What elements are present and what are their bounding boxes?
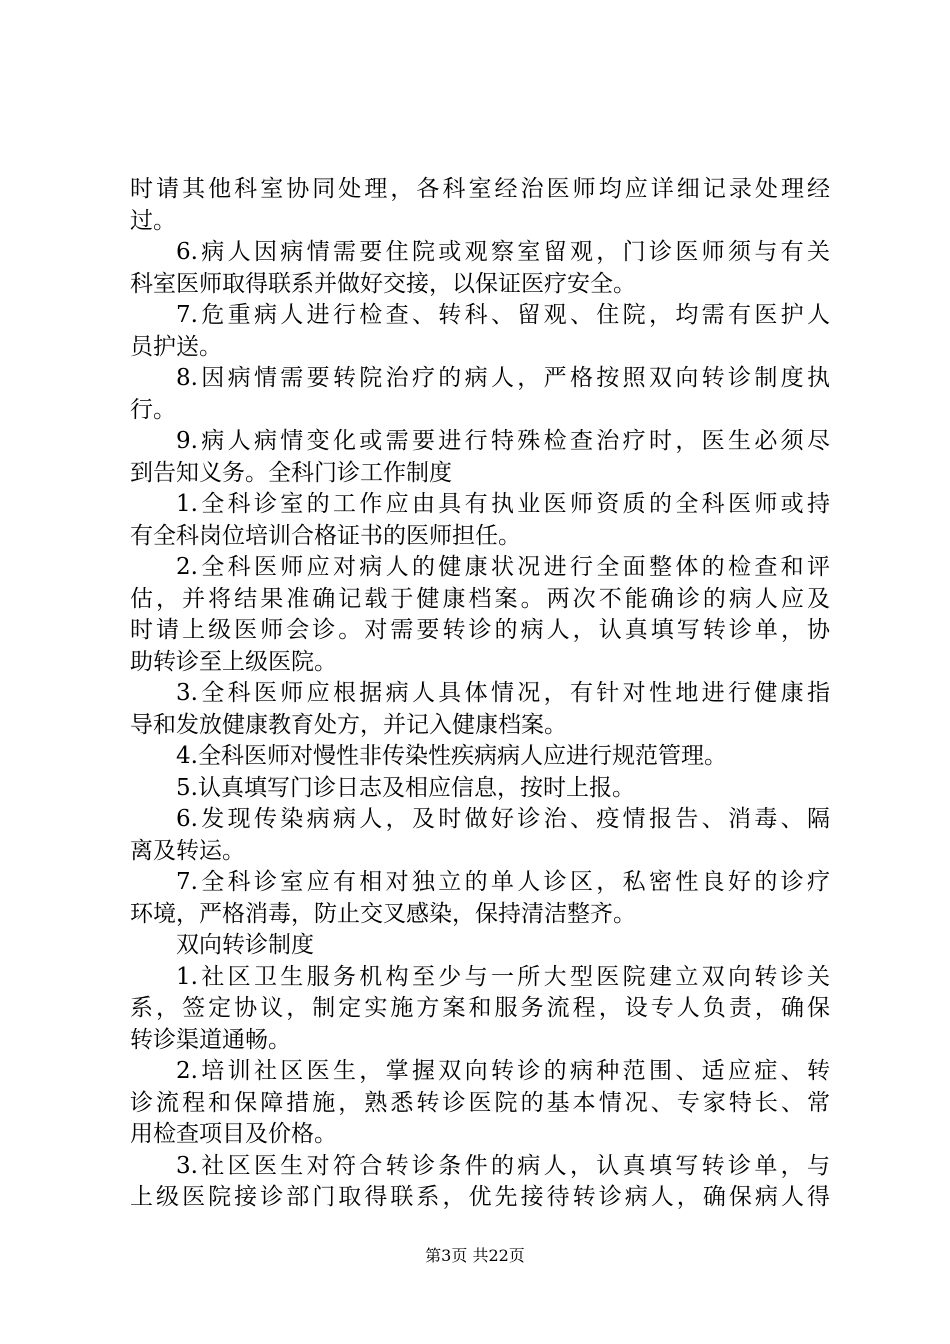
text-line: 有全科岗位培训合格证书的医师担任。 xyxy=(130,522,521,549)
text-line: 6.病人因病情需要住院或观察室留观，门诊医师须与有关 xyxy=(176,239,830,265)
text-line: 科室医师取得联系并做好交接，以保证医疗安全。 xyxy=(130,270,636,297)
text-line: 7.全科诊室应有相对独立的单人诊区，私密性良好的诊疗 xyxy=(176,869,830,895)
text-line: 离及转运。 xyxy=(130,837,245,864)
text-line: 员护送。 xyxy=(130,333,222,360)
text-line: 上级医院接诊部门取得联系，优先接待转诊病人，确保病人得 xyxy=(130,1184,830,1210)
text-line: 1.社区卫生服务机构至少与一所大型医院建立双向转诊关 xyxy=(176,963,830,990)
text-line: 环境，严格消毒，防止交叉感染，保持清洁整齐。 xyxy=(130,900,636,927)
page-footer xyxy=(0,1246,950,1266)
text-line: 7.危重病人进行检查、转科、留观、住院，均需有医护人 xyxy=(176,302,830,328)
text-line: 过。 xyxy=(130,207,176,234)
text-line: 转诊渠道通畅。 xyxy=(130,1026,291,1053)
text-line: 双向转诊制度 xyxy=(176,932,314,958)
text-line: 2.培训社区医生，掌握双向转诊的病种范围、适应症、转 xyxy=(176,1058,830,1084)
text-line: 估，并将结果准确记载于健康档案。两次不能确诊的病人应及 xyxy=(130,585,830,612)
text-line: 时请其他科室协同处理，各科室经治医师均应详细记录处理经 xyxy=(130,176,830,202)
text-line: 6.发现传染病病人，及时做好诊治、疫情报告、消毒、隔 xyxy=(176,806,830,832)
text-line: 助转诊至上级医院。 xyxy=(130,648,337,675)
text-line: 8.因病情需要转院治疗的病人，严格按照双向转诊制度执 xyxy=(176,365,830,391)
text-line: 导和发放健康教育处方，并记入健康档案。 xyxy=(130,711,567,738)
text-line: 系，签定协议，制定实施方案和服务流程，设专人负责，确保 xyxy=(130,995,830,1021)
text-line: 5.认真填写门诊日志及相应信息，按时上报。 xyxy=(176,774,635,801)
text-line: 用检查项目及价格。 xyxy=(130,1121,337,1147)
text-line: 9.病人病情变化或需要进行特殊检查治疗时，医生必须尽 xyxy=(176,428,830,454)
text-line: 2.全科医师应对病人的健康状况进行全面整体的检查和评 xyxy=(176,554,830,580)
document-body xyxy=(130,174,830,1214)
text-line: 行。 xyxy=(130,396,176,423)
text-line: 诊流程和保障措施，熟悉转诊医院的基本情况、专家特长、常 xyxy=(130,1089,830,1116)
text-line: 到告知义务。全科门诊工作制度 xyxy=(130,459,452,486)
text-line: 3.社区医生对符合转诊条件的病人，认真填写转诊单，与 xyxy=(176,1152,830,1179)
text-line: 3.全科医师应根据病人具体情况，有针对性地进行健康指 xyxy=(176,680,830,706)
text-line: 4.全科医师对慢性非传染性疾病病人应进行规范管理。 xyxy=(176,743,727,769)
page-number-label: 第3页 共22页 xyxy=(425,1246,525,1265)
text-line: 时请上级医师会诊。对需要转诊的病人，认真填写转诊单，协 xyxy=(130,617,830,643)
text-line: 1.全科诊室的工作应由具有执业医师资质的全科医师或持 xyxy=(176,491,830,517)
